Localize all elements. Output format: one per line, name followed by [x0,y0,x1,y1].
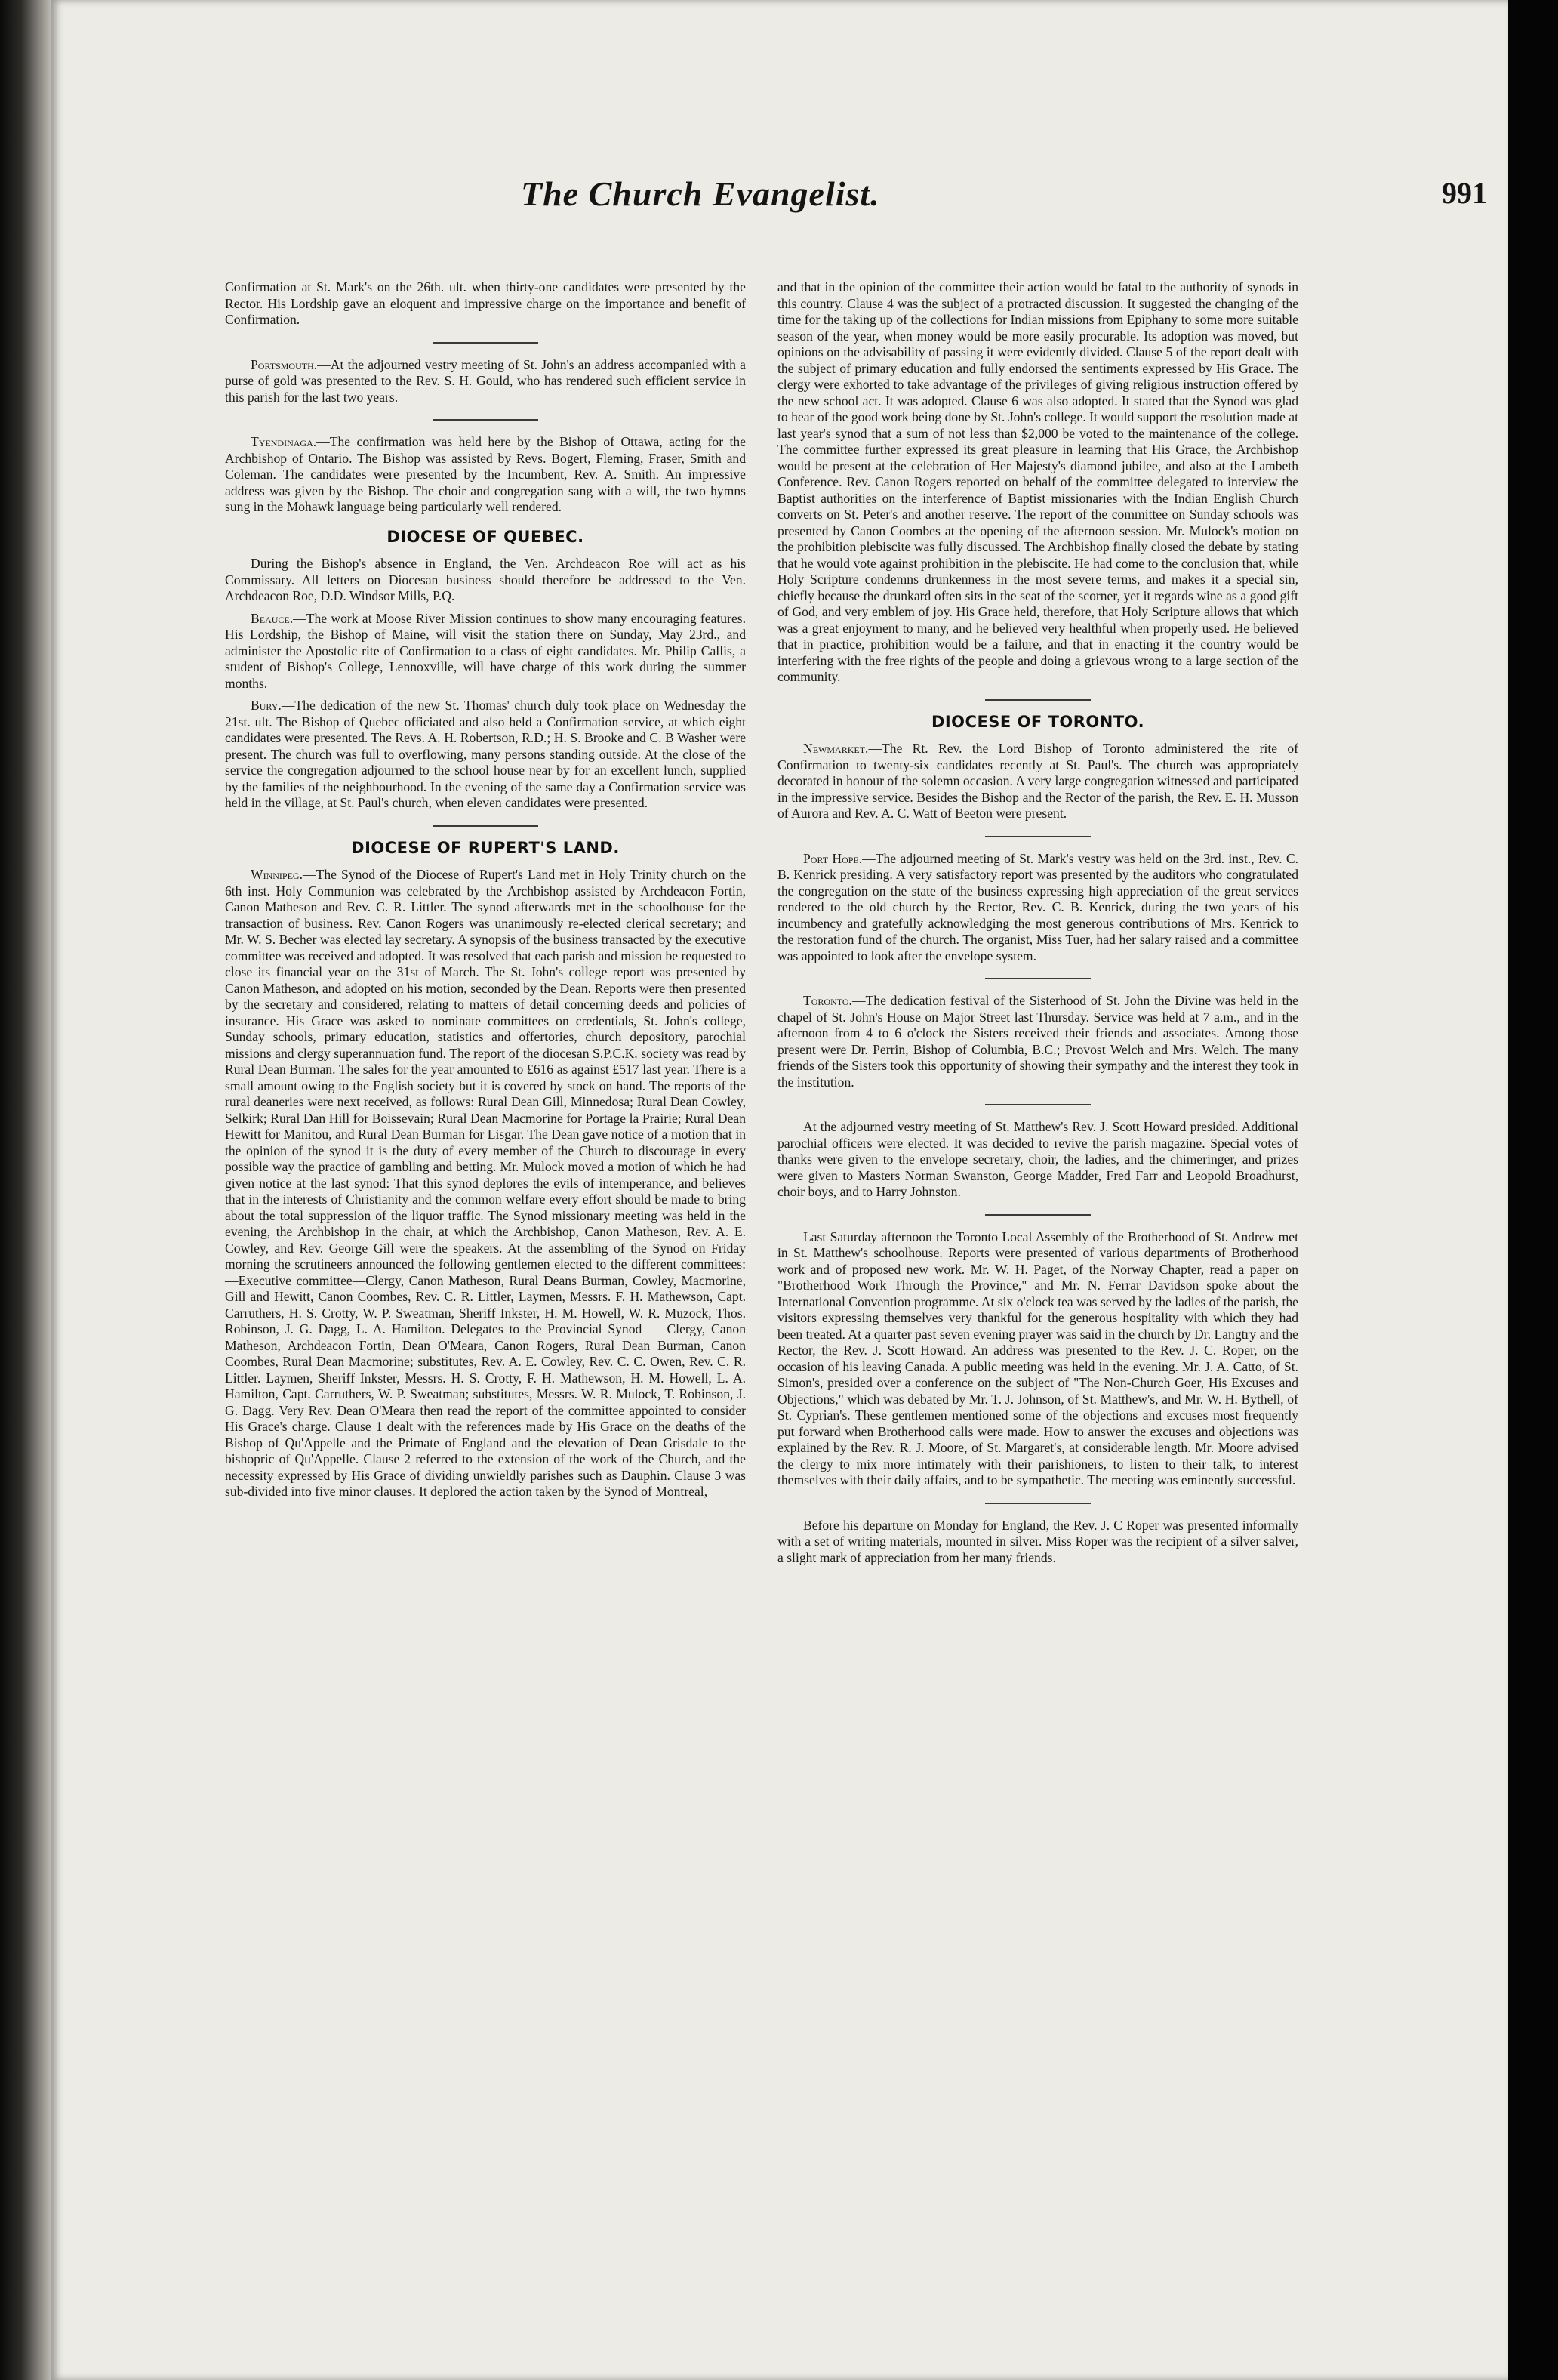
divider [985,978,1091,979]
paragraph [777,851,1298,965]
divider [985,699,1091,701]
paragraph [225,357,746,406]
place-name: Beauce. [251,610,294,626]
paragraph-text: —The dedication of the new St. Thomas' church duly took place on Wednesday the 21st. ult. The Bishop of Quebec officiated and also held a Confirmation service, at which eight candidates were presented. The Revs. A. H. Robertson, R.D.; H. S. Brooke and C. B Washer were present. The church was full to overflowing, many persons standing outside. At the close of the service the congregation adjourned to the school house near by for an excellent lunch, supplied by the families of the neighbourhood. In the evening of the same day a Confirmation service was held in the village, at St. Paul's church, when eleven candidates were presented. [225,698,746,810]
page-number: 991 [1442,176,1487,210]
divider [433,342,538,344]
page-title: The Church Evangelist. [521,174,880,213]
section-heading-quebec: DIOCESE OF QUEBEC. [386,527,584,546]
divider [985,1214,1091,1216]
place-name: Tyendinaga. [251,434,317,449]
divider [433,419,538,421]
place-name: Winnipeg. [251,867,303,882]
place-name: Toronto. [803,993,852,1008]
place-name: Bury. [251,698,282,713]
paragraph-text: —The dedication festival of the Sisterhood of St. John the Divine was held in the chapel of St. John's House on Major Street last Thursday. Service was held at 7 a.m., and in the afternoon from 4 to 6 o'clock the Sisters received their friends and associates. Among those present were Dr. Perrin, Bishop of Columbia, B.C.; Provost Welch and Mrs. Welch. The many friends of the Sisters took this opportunity of showing their sympathy and the interest they took in the institution. [777,993,1298,1090]
paragraph-text: —The Rt. Rev. the Lord Bishop of Toronto administered the rite of Confirmation to twenty-six candidates recently at St. Paul's. The church was appropriately decorated in honour of the solemn occasion. A very large congregation witnessed and participated in the impressive service. Besides the Bishop and the Rector of the parish, the Rev. E. H. Musson of Aurora and Rev. A. C. Watt of Beeton were present. [777,741,1298,821]
paragraph: Before his departure on Monday for England, the Rev. J. C Roper was presented informally with a set of writing materials, mounted in silver. Miss Roper was the recipient of a silver salver, a slight mark of appreciation from her many friends. [777,1517,1298,1565]
page-header [521,174,1487,227]
paragraph [225,611,746,692]
divider [985,1503,1091,1504]
paragraph: Last Saturday afternoon the Toronto Local Assembly of the Brotherhood of St. Andrew met in St. Matthew's schoolhouse. Reports were presented of various departments of Brotherhood work and of proposed new work. Mr. W. H. Paget, of the Norway Chapter, read a paper on "Brotherhood Work Through the Province," and Mr. N. Ferrar Davidson spoke about the International Convention programme. At six o'clock tea was served by the ladies of the parish, the visitors expressing themselves very thankful for the generous hospitality with which they had been treated. At a quarter past seven evening prayer was said in the church by Dr. Langtry and the Rector, the Rev. J. Scott Howard. An address was presented to the Rev. J. C. Roper, on the occasion of his leaving Canada. A public meeting was held in the evening. Mr. J. A. Catto, of St. Simon's, presided over a conference on the subject of "The Non-Church Goer, His Excuses and Objections," which was debated by Mr. T. J. Johnson, of St. Matthew's, and Mr. W. H. Bythell, of St. Cyprian's. These gentlemen mentioned some of the objections and excuses most frequently put forward when Brotherhood calls were made. How to answer the excuses and objections was explained by the Rev. R. J. Moore, of St. Margaret's, at considerable length. Mr. Moore advised the clergy to mix more intimately with their parishioners, to listen to their talk, to interest themselves with their daily affairs, and to be sympathetic. The meeting was eminently successful. [777,1229,1298,1488]
paragraph-text: —The Synod of the Diocese of Rupert's Land met in Holy Trinity church on the 6th inst. Holy Communion was celebrated by the Archbishop assisted by Archdeacon Fortin, Canon Matheson and Rev. C. R. Littler. The synod afterwards met in the schoolhouse for the transaction of business. Rev. Canon Rogers was unanimously re-elected clerical secretary; and Mr. W. S. Becher was elected lay secretary. A synopsis of the business transacted by the executive committee was received and adopted. It was resolved that each parish and mission be requested to close its financial year on the 31st of March. The St. John's college report was presented by Canon Matheson, and adopted on his motion, seconded by the Dean. Reports were then presented by the secretary and considered, relating to matters of detail concerning deeds and policies of insurance. His Grace was asked to nominate committees on credentials, St. John's college, Sunday schools, primary education, statistics and offertories, church depository, parochial missions and clergy superannuation fund. The report of the diocesan S.P.C.K. society was read by Rural Dean Burman. The sales for the year amounted to £616 as against £517 last year. There is a small amount owing to the English society but it is covered by stock on hand. The reports of the rural deaneries were next received, as follows: Rural Dean Gill, Minnedosa; Rural Dean Cowley, Selkirk; Rural Dan Hill for Boissevain; Rural Dean Macmorine for Portage la Prairie; Rural Dean Hewitt for Manitou, and Rural Dean Burman for Lisgar. The Dean gave notice of a motion that in the opinion of the synod it is the duty of every member of the Church to discourage in every possible way the practice of gambling and betting. Mr. Mulock moved a motion of which he had given notice at the last synod: That this synod deplores the evils of intemperance, and believes that in the interests of Christianity and the common welfare every effort should be made to bring about the total suppression of the liquor traffic. The Synod missionary meeting was held in the evening, the Archbishop in the chair, at which the Archbishop, Canon Matheson, Rev. A. E. Cowley, and Rev. George Gill were the speakers. At the assembling of the Synod on Friday morning the scrutineers announced the following gentlemen elected to the different committees:—Executive committee—Clergy, Canon Matheson, Rural Deans Burman, Cowley, Macmorine, Gill and Hewitt, Canon Coombes, Rev. C. R. Littler, Laymen, Messrs. F. H. Mathewson, Capt. Carruthers, H. S. Crotty, W. P. Sweatman, Sheriff Inkster, H. M. Howell, W. R. Muzock, Thos. Robinson, J. G. Dagg, L. A. Hamilton. Delegates to the Provincial Synod — Clergy, Canon Matheson, Archdeacon Fortin, Dean O'Meara, Canon Rogers, Rural Dean Burman, Canon Coombes, Rural Dean Macmorine; substitutes, Rev. A. E. Cowley, Rev. C. C. Owen, Rev. C. R. Littler. Laymen, Sheriff Inkster, Messrs. H. S. Crotty, F. H. Mathewson, H. M. Howell, L. A. Hamilton, Capt. Carruthers, W. P. Sweatman; substitutes, Messrs. W. R. Mulock, T. Robinson, J. G. Dagg. Very Rev. Dean O'Meara then read the report of the committee appointed to consider His Grace's charge. Clause 1 dealt with the references made by His Grace on the deaths of the Bishop of Qu'Appelle and the Primate of England and the elevation of Dean Grisdale to the bishopric of Qu'Appelle. Clause 2 referred to the extension of the work of the Church, and the necessity expressed by His Grace of dividing unwieldly parishes such as Dauphin. Clause 3 was sub-divided into five minor clauses. It deplored the action taken by the Synod of Montreal, [225,867,746,1499]
book-spine-edge [0,0,53,2380]
section-heading-ruperts-land: DIOCESE OF RUPERT'S LAND. [351,838,620,857]
paragraph [225,698,746,812]
paragraph [225,434,746,516]
place-name: Port Hope. [803,850,863,866]
paragraph: At the adjourned vestry meeting of St. Matthew's Rev. J. Scott Howard presided. Additional parochial officers were elected. It was decided to revive the parish magazine. Special votes of thanks were given to the envelope secretary, choir, the ladies, and the chimeringer, and prizes were given to Masters Norman Swanston, George Madder, Fred Farr and Leopold Broadhurst, choir boys, and to Harry Johnston. [777,1119,1298,1199]
divider [985,1104,1091,1105]
place-name: Portsmouth. [251,356,318,372]
section-heading-toronto: DIOCESE OF TORONTO. [931,712,1145,731]
right-column [777,279,1298,1566]
paragraph-text: —The adjourned meeting of St. Mark's vestry was held on the 3rd. inst., Rev. C. B. Kenrick presiding. A very satisfactory report was presented by the auditors who congratulated the congregation on the state of the business expressing high appreciation of the great services rendered to the old church by the Rector, Rev. C. B. Kenrick, during the two years of his incumbency and gratefully acknowledging the most generous contributions of Mrs. Kenrick to the restoration fund of the church. The organist, Miss Tuer, had her salary raised and a committee was appointed to look after the envelope system. [777,850,1298,963]
paragraph: and that in the opinion of the committee their action would be fatal to the authority of synods in this country. Clause 4 was the subject of a protracted discussion. It suggested the changing of the time for the taking up of the collections for Indian missions from Epiphany to some more suitable season of the year, when money would be more easily procurable. Its adoption was moved, but opinions on the advisability of passing it were evidently divided. Clause 5 of the report dealt with the subject of primary education and fully endorsed the sentiments expressed by His Grace. The clergy were exhorted to take advantage of the privileges of giving religious instruction offered by the new school act. It was adopted. Clause 6 was also adopted. It stated that the Synod was glad to hear of the good work being done by St. John's college. It would support the resolution made at last year's synod that a sum of not less than $2,000 be voted to the maintenance of the college. The committee further expressed its great pleasure in learning that His Grace, the Archbishop would be present at the celebration of Her Majesty's diamond jubilee, and also at the Lambeth Conference. Rev. Canon Rogers reported on behalf of the committee delegated to interview the Baptist authorities on the interference of Baptist missionaries with the Indian English Church converts on St. Peter's and another reserve. The report of the committee on Sunday schools was presented by Canon Coombes at the opening of the afternoon session. Mr. Mulock's motion on the prohibition plebiscite was fully discussed. The Archbishop finally closed the debate by stating that he would vote against prohibition in the plebiscite. He had come to the conclusion that, while Holy Scripture condemns drunkenness in the most severe terms, and makes it a special sin, chiefly because the drunkard often sits in the seat of the scorner, yet it regards wine as a good gift of God, and very emblem of joy. His Grace held, therefore, that Holy Scripture allows that which was a great enjoyment to many, and he believed very healthful when properly used. He believed that in practice, prohibition would be a failure, and that in enacting it the country would be interfering with the free rights of the people and doing a grievous wrong to a large section of the community. [777,279,1298,684]
place-name: Newmarket. [803,741,869,756]
paragraph-text: —At the adjourned vestry meeting of St. John's an address accompanied with a purse of gold was presented to the Rev. S. H. Gould, who has rendered such efficient service in this parish for the last two years. [225,356,746,405]
paragraph [225,867,746,1500]
paragraph [777,993,1298,1090]
paragraph: During the Bishop's absence in England, the Ven. Archdeacon Roe will act as his Commissary. All letters on Diocesan business should therefore be addressed to the Ven. Archdeacon Roe, D.D. Windsor Mills, P.Q. [225,556,746,603]
paragraph [777,741,1298,822]
paragraph-text: —The confirmation was held here by the Bishop of Ottawa, acting for the Archbishop of Ontario. The Bishop was assisted by Revs. Bogert, Fleming, Fraser, Smith and Coleman. The candidates were presented by the Incumbent, Rev. A. Smith. An impressive address was given by the Bishop. The choir and congregation sang with a will, the two hymns sung in the Mohawk language being particularly well rendered. [225,434,746,514]
paragraph-text: —The work at Moose River Mission continues to show many encouraging features. His Lordship, the Bishop of Maine, will visit the station there on Sunday, May 23rd., and administer the Apostolic rite of Confirmation to a class of eight candidates. Mr. Philip Callis, a student of Bishop's College, Lennoxville, will have charge of this work during the summer months. [225,610,746,691]
divider [985,836,1091,837]
left-column [225,279,746,1500]
divider [433,825,538,827]
paragraph: Confirmation at St. Mark's on the 26th. ult. when thirty-one candidates were presented by the Rector. His Lordship gave an eloquent and impressive charge on the importance and benefit of Confirmation. [225,279,746,327]
